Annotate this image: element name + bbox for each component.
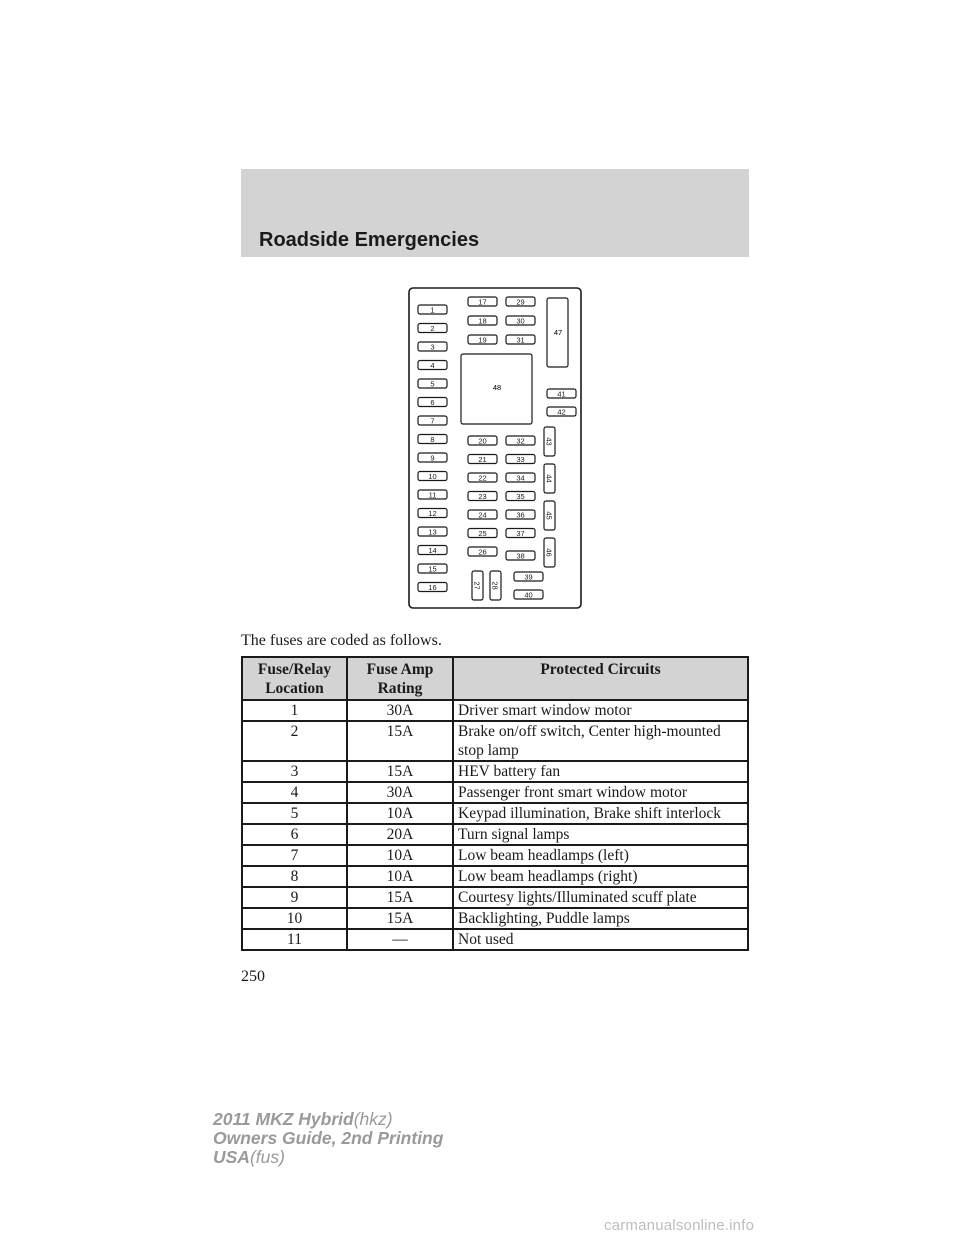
fuse-slot-30 bbox=[506, 316, 535, 326]
footer-model: 2011 MKZ Hybrid bbox=[213, 1109, 354, 1129]
fuse-slot-3 bbox=[418, 342, 447, 352]
section-title: Roadside Emergencies bbox=[259, 229, 480, 251]
cell-circuits: Passenger front smart window motor bbox=[453, 782, 748, 803]
section-header-band bbox=[241, 169, 749, 257]
table-row bbox=[242, 929, 748, 950]
fuse-label: 24 bbox=[478, 510, 487, 520]
fuse-slot-41 bbox=[547, 389, 576, 399]
fuse-label: 41 bbox=[557, 389, 566, 399]
cell-rating: — bbox=[347, 929, 453, 950]
table-row bbox=[242, 782, 748, 803]
fuse-label: 40 bbox=[524, 590, 533, 600]
footer bbox=[213, 1110, 443, 1167]
fuse-label: 27 bbox=[472, 581, 482, 590]
fuse-slot-33 bbox=[506, 455, 535, 465]
fuse-slot-32 bbox=[506, 436, 535, 446]
table-row bbox=[242, 908, 748, 929]
relay-label: 48 bbox=[492, 383, 502, 392]
cell-rating: 15A bbox=[347, 887, 453, 908]
fuse-slot-19 bbox=[468, 335, 497, 345]
fuse-slot-42 bbox=[547, 407, 576, 417]
header-location: Fuse/Relay Location bbox=[242, 657, 347, 700]
cell-location: 1 bbox=[242, 700, 347, 721]
table-row bbox=[242, 824, 748, 845]
fuse-slot-25 bbox=[468, 529, 497, 539]
cell-location: 11 bbox=[242, 929, 347, 950]
fuse-slot-29 bbox=[506, 297, 535, 307]
fuse-slot-38 bbox=[506, 551, 535, 561]
cell-circuits: Not used bbox=[453, 929, 748, 950]
fuse-label: 22 bbox=[478, 473, 487, 483]
table-row bbox=[242, 700, 748, 721]
cell-rating: 10A bbox=[347, 866, 453, 887]
fuse-label: 26 bbox=[478, 547, 487, 557]
cell-rating: 15A bbox=[347, 761, 453, 782]
fuse-label: 16 bbox=[428, 583, 437, 592]
fuse-label: 13 bbox=[428, 527, 437, 537]
fuse-label: 15 bbox=[428, 564, 437, 574]
table-body bbox=[242, 700, 748, 950]
fuse-slot-39 bbox=[514, 572, 543, 582]
watermark: carmanualsonline.info bbox=[604, 1217, 755, 1234]
footer-line-3 bbox=[213, 1148, 443, 1167]
cell-circuits: Driver smart window motor bbox=[453, 700, 748, 721]
fuse-slot-24 bbox=[468, 510, 497, 520]
fuse-label: 29 bbox=[516, 297, 525, 307]
cell-location: 9 bbox=[242, 887, 347, 908]
cell-circuits: Backlighting, Puddle lamps bbox=[453, 908, 748, 929]
fuse-label: 5 bbox=[430, 379, 435, 389]
cell-rating: 30A bbox=[347, 782, 453, 803]
fuse-panel-svg bbox=[408, 287, 582, 609]
cell-rating: 15A bbox=[347, 908, 453, 929]
fuse-slot-44 bbox=[544, 464, 555, 493]
fuse-slot-18 bbox=[468, 316, 497, 326]
fuse-label: 43 bbox=[544, 437, 554, 446]
footer-line-2: Owners Guide, 2nd Printing bbox=[213, 1128, 444, 1148]
fuse-label: 14 bbox=[428, 546, 437, 555]
fuse-slot-45 bbox=[544, 501, 555, 530]
fuse-label: 42 bbox=[557, 407, 566, 417]
fuse-slot-27 bbox=[472, 571, 483, 600]
cell-circuits: Turn signal lamps bbox=[453, 824, 748, 845]
fuse-label: 46 bbox=[544, 548, 554, 557]
fuse-slot-40 bbox=[514, 590, 543, 600]
fuse-slot-36 bbox=[506, 510, 535, 520]
table-row bbox=[242, 721, 748, 761]
cell-circuits: Keypad illumination, Brake shift interlock bbox=[453, 803, 748, 824]
fuse-slot-15 bbox=[418, 564, 447, 574]
fuse-label: 30 bbox=[516, 316, 525, 326]
fuse-label: 32 bbox=[516, 436, 525, 446]
footer-line-1 bbox=[213, 1110, 443, 1129]
fuse-slot-7 bbox=[418, 416, 447, 426]
cell-rating: 15A bbox=[347, 721, 453, 761]
fuse-slot-21 bbox=[468, 455, 497, 465]
table-row bbox=[242, 887, 748, 908]
fuse-label: 37 bbox=[516, 529, 525, 538]
cell-rating: 30A bbox=[347, 700, 453, 721]
cell-circuits: Low beam headlamps (right) bbox=[453, 866, 748, 887]
intro-text: The fuses are coded as follows. bbox=[241, 632, 442, 649]
fuse-label: 19 bbox=[478, 335, 487, 345]
cell-rating: 20A bbox=[347, 824, 453, 845]
cell-circuits: Brake on/off switch, Center high-mounted stop lamp bbox=[453, 721, 748, 761]
cell-location: 7 bbox=[242, 845, 347, 866]
table-row bbox=[242, 803, 748, 824]
cell-location: 10 bbox=[242, 908, 347, 929]
fuse-slot-17 bbox=[468, 297, 497, 307]
fuse-label: 36 bbox=[516, 510, 525, 520]
table-row bbox=[242, 866, 748, 887]
cell-location: 2 bbox=[242, 721, 347, 761]
fuse-label: 2 bbox=[430, 324, 435, 333]
fuse-slot-4 bbox=[418, 361, 447, 371]
fuse-label: 39 bbox=[524, 572, 533, 582]
fuse-label: 3 bbox=[430, 342, 435, 352]
fuse-label: 28 bbox=[490, 581, 500, 590]
fuse-label: 17 bbox=[478, 297, 487, 307]
fuse-slot-31 bbox=[506, 335, 535, 345]
cell-location: 3 bbox=[242, 761, 347, 782]
fuse-label: 33 bbox=[516, 455, 525, 464]
footer-market-code: (fus) bbox=[249, 1147, 285, 1167]
cell-circuits: Low beam headlamps (left) bbox=[453, 845, 748, 866]
fuse-label: 34 bbox=[516, 473, 525, 483]
page-number: 250 bbox=[241, 968, 265, 985]
fuse-slot-13 bbox=[418, 527, 447, 537]
fuse-slot-26 bbox=[468, 547, 497, 557]
fuse-slot-12 bbox=[418, 509, 447, 519]
relay-label: 47 bbox=[553, 328, 563, 337]
fuse-slot-28 bbox=[490, 571, 501, 600]
fuse-label: 21 bbox=[478, 455, 487, 464]
fuse-slot-6 bbox=[418, 398, 447, 408]
fuse-slot-23 bbox=[468, 492, 497, 502]
cell-location: 5 bbox=[242, 803, 347, 824]
table-row bbox=[242, 845, 748, 866]
cell-circuits: HEV battery fan bbox=[453, 761, 748, 782]
fuse-table bbox=[241, 656, 749, 951]
fuse-label: 20 bbox=[478, 436, 487, 446]
fuse-slot-11 bbox=[418, 490, 447, 500]
fuse-slot-22 bbox=[468, 473, 497, 483]
footer-model-code: (hkz) bbox=[353, 1109, 393, 1129]
fuse-label: 10 bbox=[428, 472, 437, 481]
table-header-row bbox=[242, 657, 748, 700]
fuse-slot-10 bbox=[418, 472, 447, 482]
fuse-label: 6 bbox=[430, 398, 435, 407]
fuse-slot-34 bbox=[506, 473, 535, 483]
fuse-label: 18 bbox=[478, 316, 487, 326]
fuse-slot-1 bbox=[418, 305, 447, 315]
relay-48 bbox=[461, 354, 532, 424]
fuse-label: 38 bbox=[516, 551, 525, 561]
fuse-slot-14 bbox=[418, 546, 447, 556]
fuse-label: 8 bbox=[430, 435, 435, 444]
fuse-slot-43 bbox=[544, 427, 555, 456]
fuse-label: 44 bbox=[544, 474, 554, 483]
fuse-slot-37 bbox=[506, 529, 535, 539]
footer-market: USA bbox=[213, 1147, 250, 1167]
relay-47 bbox=[547, 298, 568, 367]
header-rating: Fuse Amp Rating bbox=[347, 657, 453, 700]
cell-circuits: Courtesy lights/Illuminated scuff plate bbox=[453, 887, 748, 908]
fuse-slot-2 bbox=[418, 324, 447, 334]
fuse-label: 45 bbox=[544, 511, 554, 520]
fuse-slot-20 bbox=[468, 436, 497, 446]
fuse-label: 25 bbox=[478, 529, 487, 538]
fuse-slot-8 bbox=[418, 435, 447, 445]
cell-location: 6 bbox=[242, 824, 347, 845]
header-circuits: Protected Circuits bbox=[453, 657, 748, 700]
fuse-slot-35 bbox=[506, 492, 535, 502]
fuse-label: 31 bbox=[516, 335, 525, 345]
fuse-slot-46 bbox=[544, 538, 555, 567]
cell-rating: 10A bbox=[347, 845, 453, 866]
fuse-label: 7 bbox=[430, 416, 435, 426]
cell-location: 4 bbox=[242, 782, 347, 803]
fuse-label: 12 bbox=[428, 509, 437, 518]
fuse-label: 11 bbox=[428, 490, 437, 500]
fuse-slot-16 bbox=[418, 583, 447, 593]
cell-location: 8 bbox=[242, 866, 347, 887]
fuse-label: 35 bbox=[516, 492, 525, 501]
fuse-label: 1 bbox=[430, 305, 435, 315]
table-row bbox=[242, 761, 748, 782]
fuse-slot-5 bbox=[418, 379, 447, 389]
fuse-label: 23 bbox=[478, 492, 487, 501]
cell-rating: 10A bbox=[347, 803, 453, 824]
fuse-label: 9 bbox=[430, 453, 435, 463]
fuse-slot-9 bbox=[418, 453, 447, 463]
fuse-label: 4 bbox=[430, 361, 435, 370]
fuse-panel-diagram bbox=[408, 287, 582, 609]
